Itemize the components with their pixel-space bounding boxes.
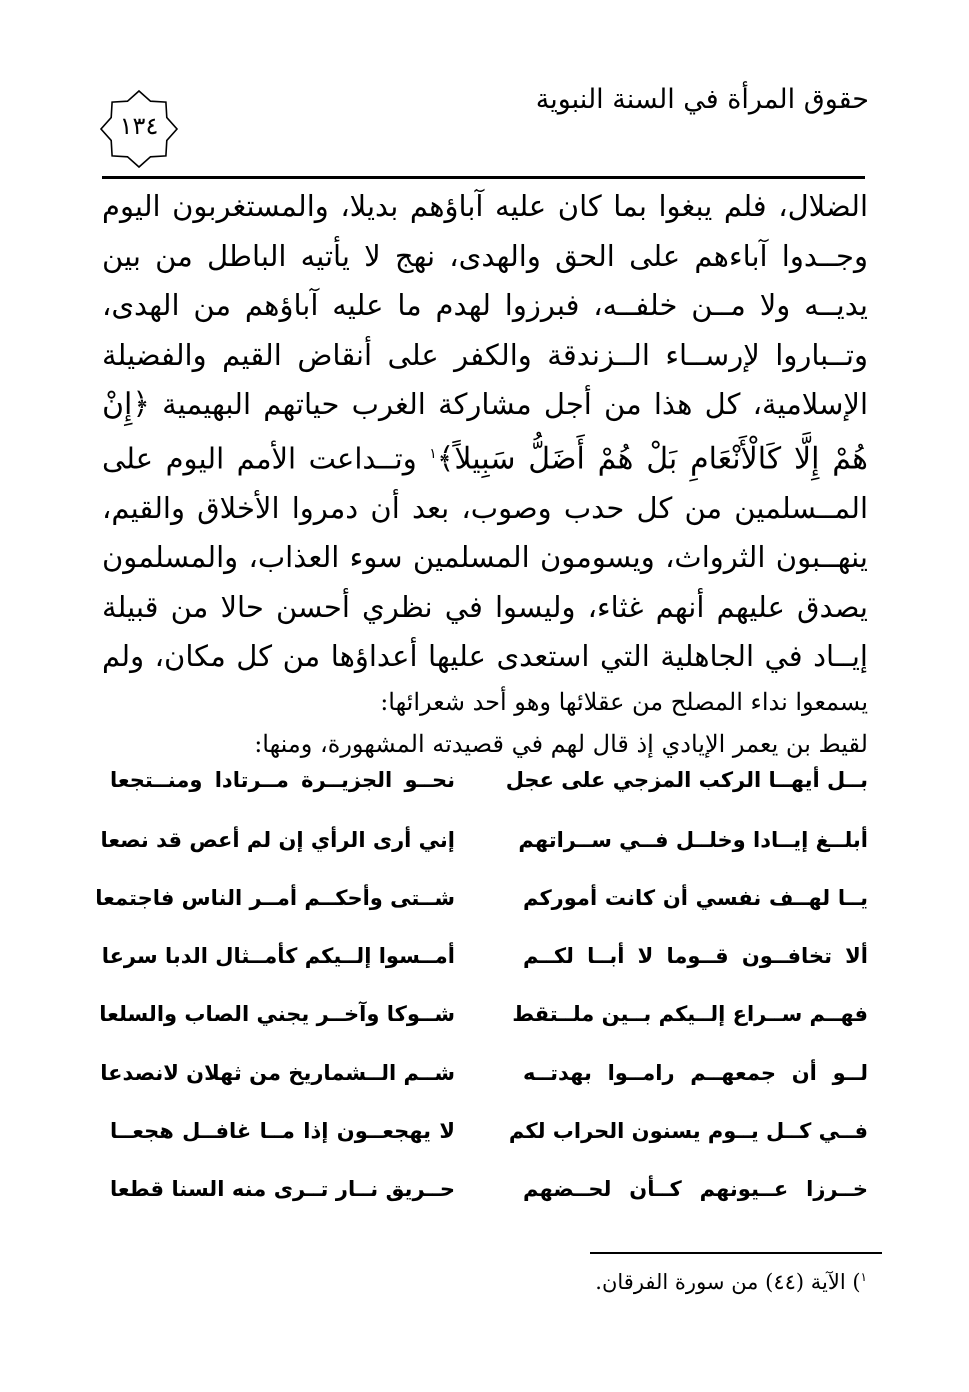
verse-first-hemistich: ألا تخافــون قــوما لا أبــا لكــم (523, 944, 868, 968)
running-header-title: حقوق المرأة في السنة النبوية (535, 84, 869, 115)
footnote-marker: ١ (860, 1270, 867, 1284)
body-line-10: إيــاد في الجاهلية التي استعدى عليها أعداؤها من كل مكان، ولم (102, 639, 868, 674)
verse-first-hemistich: أبلــغ إيــادا وخلــل فــي ســراتهم (518, 828, 868, 852)
body-line-4: وتــباروا لإرســاء الــزندقة والكفر على أنقاض القيم والفضيلة (102, 337, 868, 372)
body-last-line: يسمعوا نداء المصلح من عقلائها وهو أحد شعرائها: (380, 688, 868, 716)
poem-verse-7 (102, 1119, 868, 1159)
poem-verse-1 (102, 768, 868, 808)
verse-second-hemistich: شــم الــشماريخ من ثهلان لانصدعا (100, 1061, 455, 1085)
verse-first-hemistich: فــي كــل يــوم يسنون الحراب لكم (508, 1119, 868, 1143)
poem-verse-5 (99, 1002, 868, 1042)
body-line-6 (102, 430, 868, 484)
poem-verse-4 (102, 944, 868, 984)
footnote-reference: ١ (429, 445, 437, 462)
verse-second-hemistich: إني أرى الرأي إن لم أعص قد نصعا (100, 828, 455, 852)
body-line-5 (102, 380, 868, 430)
verse-first-hemistich: فهــم ســراع إلــيكم بــين ملــتقط (512, 1002, 868, 1026)
body-line-9: يصدق عليهم أنهم غثاء، وليسوا في نظري أحسن حالا من قبيلة (102, 589, 868, 624)
header-divider (102, 176, 865, 179)
verse-first-hemistich: يــا لهــف نفسي أن كانت أموركم (523, 886, 868, 910)
body-line-8: ينهــبون الثرواث، ويسومون المسلمين سوء العذاب، والمسلمون (102, 540, 868, 575)
verse-second-hemistich: حــريق نــار تــرى منه السنا قطعا (110, 1177, 455, 1201)
footnote: $^١$) الآية (٤٤) من سورة الفرقان. (595, 1270, 867, 1294)
poem-introduction: لقيط بن يعمر الإيادي إذ قال لهم في قصيدته المشهورة، ومنها: (254, 730, 868, 758)
verse-second-hemistich: شــوكا وآخــر يجني الصاب والسلعا (99, 1002, 455, 1026)
body-line-7: المــسلمين من كل حدب وصوب، بعد أن دمروا الأخلاق والقيم، (102, 490, 868, 525)
verse-second-hemistich: لا يهجعــون إذا مــا غافــل هجعــا (110, 1119, 455, 1143)
verse-second-hemistich: نحــو الجزيــرة مــرتادا ومنــتجعا (110, 768, 455, 792)
verse-first-hemistich: لــو أن جمعهــم رامــوا بهدتــه (523, 1061, 868, 1085)
footnote-divider (590, 1252, 882, 1254)
verse-second-hemistich: أمــسوا إلــيكم كأمــثال الدبا سرعا (101, 944, 455, 968)
poem-verse-3 (95, 886, 868, 926)
verse-first-hemistich: خــرزا عــيونهم كــأن لحــضهم (523, 1177, 868, 1201)
verse-first-hemistich: بــل أيهــا الركب المزجي على عجل (505, 768, 868, 792)
body-line-6-text: وتــداعت الأمم اليوم على (102, 441, 417, 476)
body-line-2: وجــدوا آباءهم على الحق والهدى، نهج لا يأتيه الباطل من بين (102, 238, 868, 273)
page-number: ١٣٤ (119, 112, 159, 140)
poem-verse-2 (102, 828, 868, 868)
quran-verse: هُمْ إِلَّا كَالْأَنْعَامِ بَلْ هُمْ أَضَلُّ سَبِيلاً﴾ (436, 441, 869, 477)
poem-verse-8 (102, 1177, 868, 1217)
body-line-5-text: الإسلامية، كل هذا من أجل مشاركة الغرب حياتهم البهيمية (162, 387, 868, 421)
body-line-3: يديــه ولا مــن خلفــه، فبرزوا لهدم ما عليه آباؤهم من الهدى، (102, 288, 868, 322)
body-paragraph (102, 182, 868, 682)
body-line-1: الضلال، فلم يبغوا بما كان عليه آباؤهم بديلا، والمستغربون اليوم (102, 189, 868, 223)
poem-verse-6 (102, 1061, 868, 1101)
footnote-text: الآية (٤٤) من سورة الفرقان. (595, 1270, 846, 1294)
page-number-badge (98, 88, 180, 170)
quran-opening: ﴿إِنْ (102, 387, 150, 422)
verse-second-hemistich: شــتى وأحكــم أمــر الناس فاجتمعا (95, 886, 455, 910)
